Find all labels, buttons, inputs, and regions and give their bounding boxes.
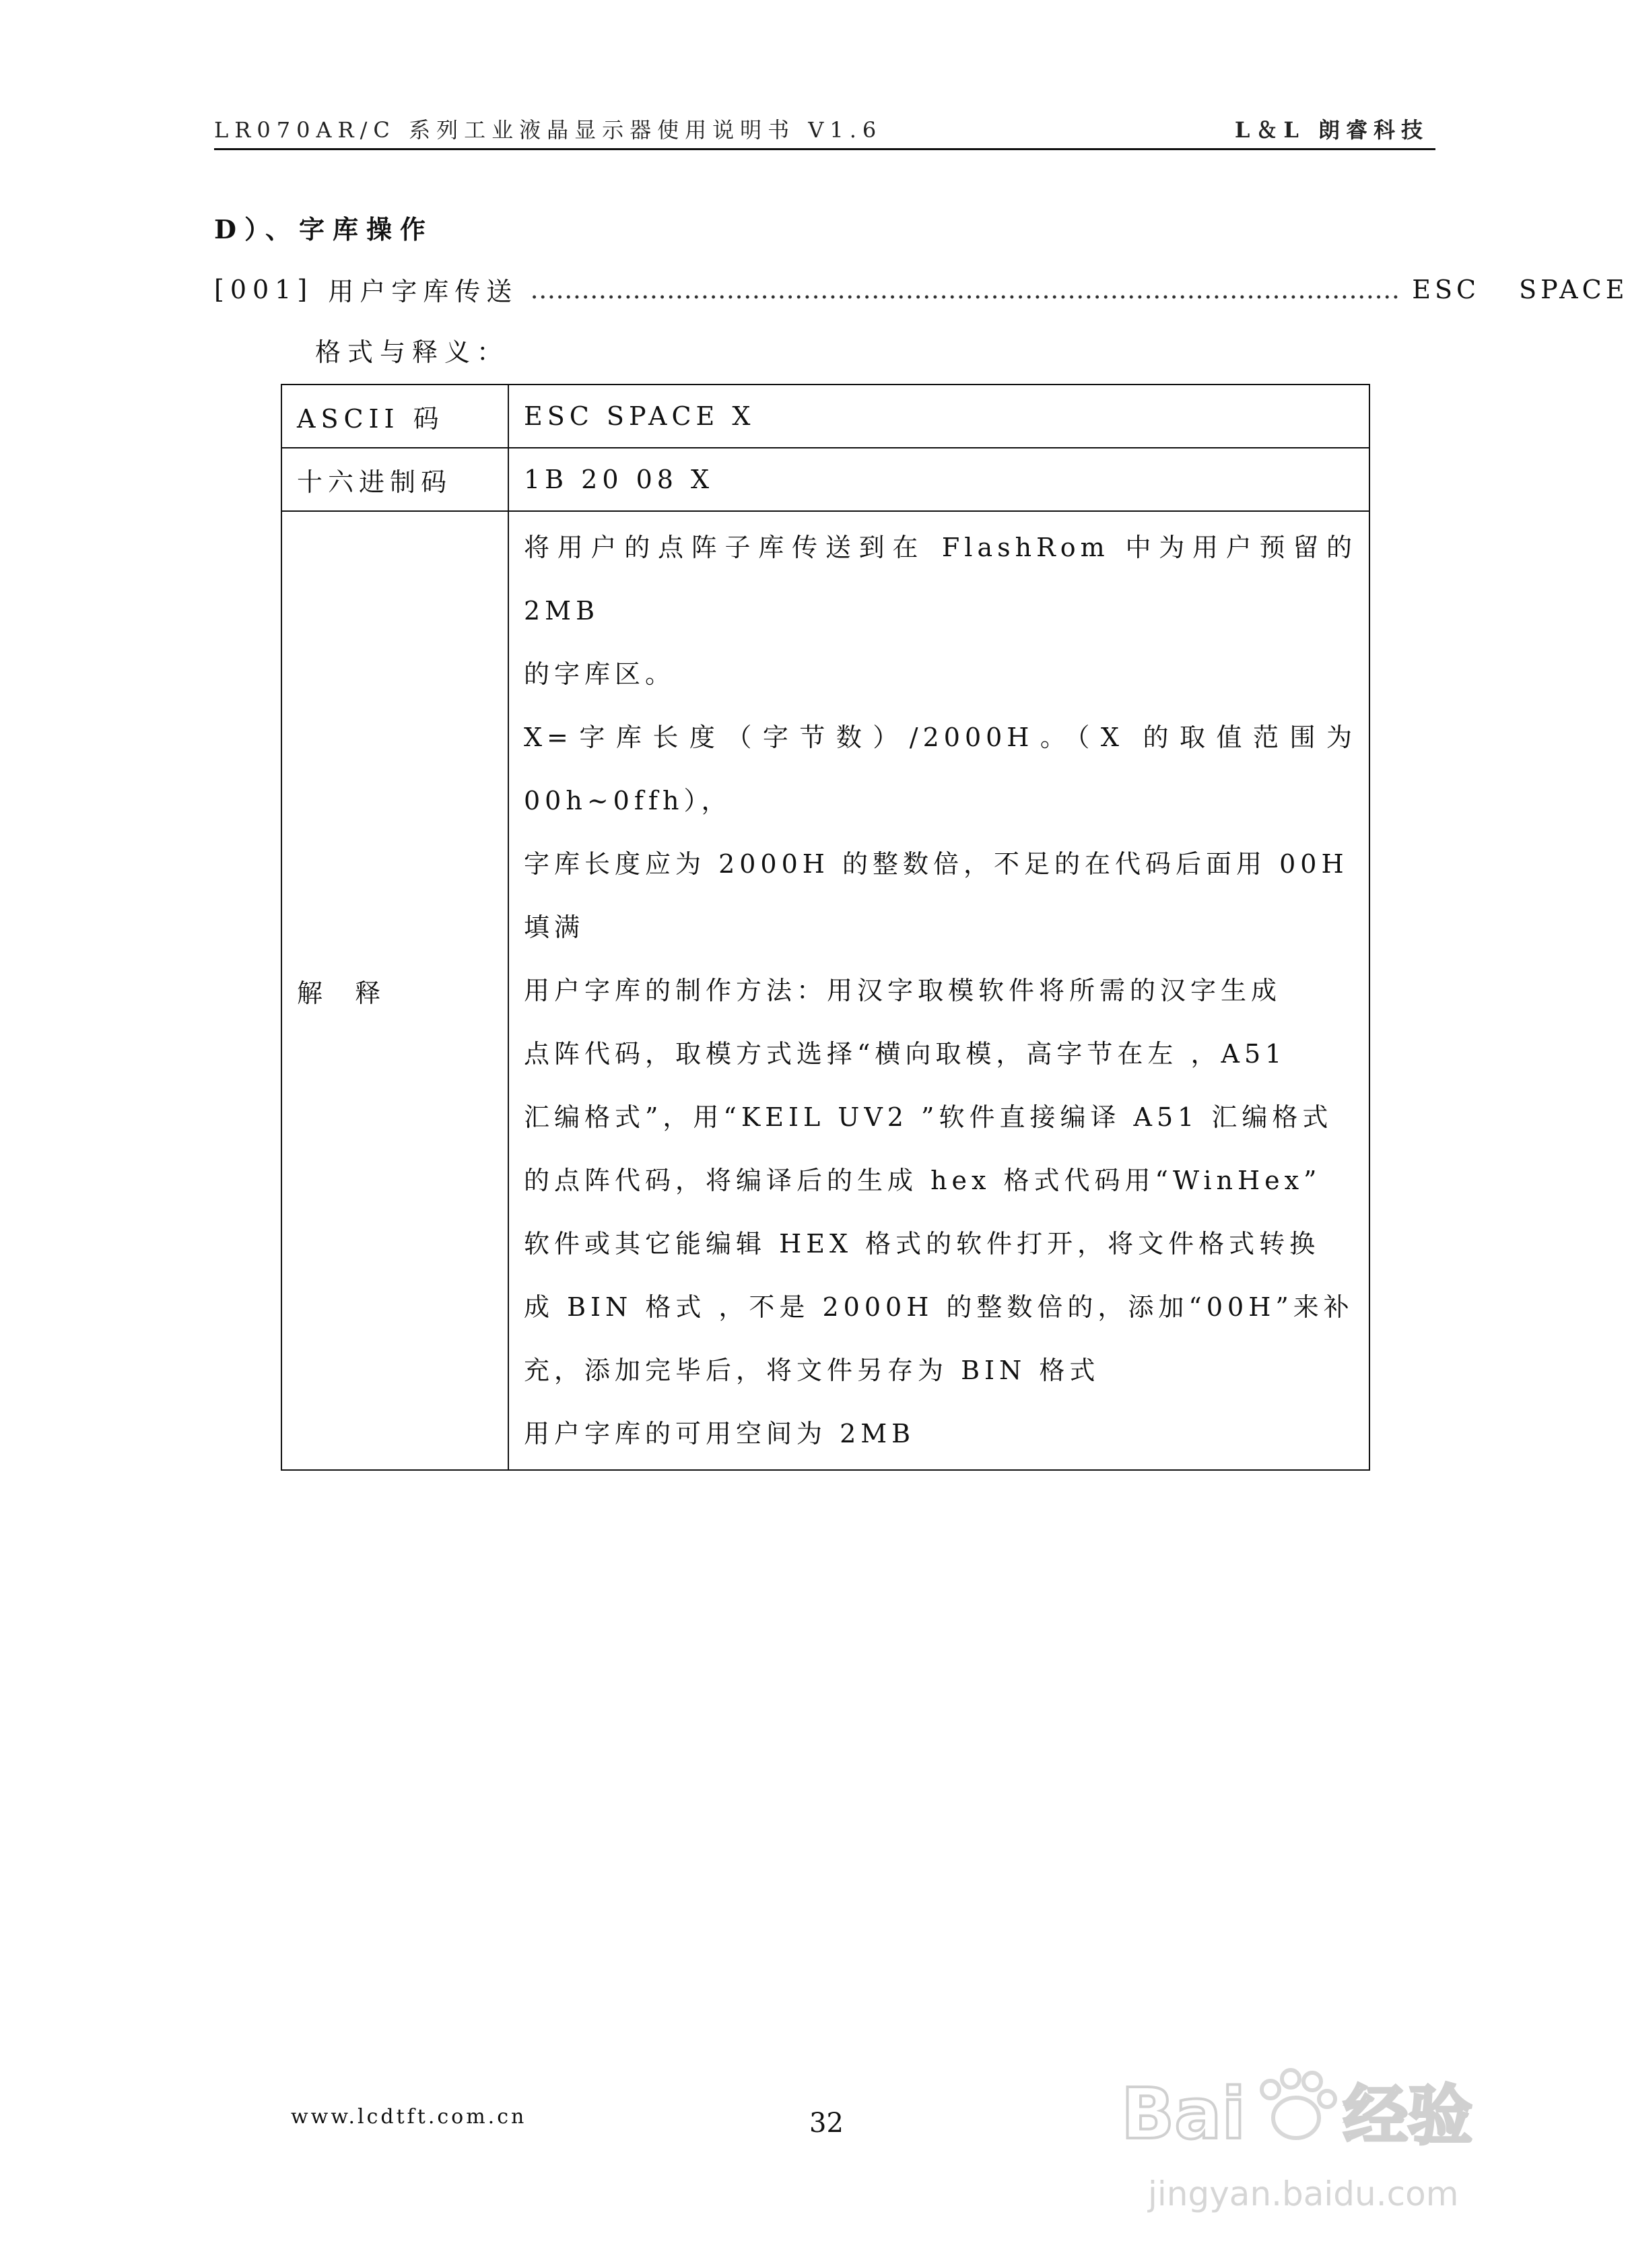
- description-cell: [508, 511, 1369, 1470]
- page-number: 32: [809, 2108, 844, 2139]
- description-line: 软件或其它能编辑 HEX 格式的软件打开，将文件格式转换: [524, 1229, 1320, 1259]
- table-row-hex: [281, 448, 1369, 511]
- header-company: L＆L 朗睿科技: [1234, 117, 1429, 143]
- description-line: 用户字库的制作方法：用汉字取模软件将所需的汉字生成: [524, 976, 1282, 1005]
- section-title: D）、字库操作: [214, 214, 434, 244]
- command-name: 用户字库传送: [328, 277, 518, 306]
- description-line: 用户字库的可用空间为 2MB: [524, 1419, 916, 1448]
- format-label: 格式与释义：: [315, 337, 510, 367]
- command-leader: …………………………………………………………………………………………: [530, 274, 1400, 304]
- table-row-ascii: [281, 385, 1369, 448]
- command-code-esc: ESC: [1412, 274, 1481, 304]
- watermark-brand-jy: 经验: [1343, 2078, 1472, 2154]
- command-line: [214, 271, 1628, 308]
- description-line: 成 BIN 格式 ，不是 2000H 的整数倍的，添加“00H”来补: [524, 1292, 1354, 1322]
- header-title: LR070AR/C 系列工业液晶显示器使用说明书 V1.6: [214, 117, 883, 143]
- description-line: 的点阵代码，将编译后的生成 hex 格式代码用“WinHex”: [524, 1166, 1322, 1195]
- ascii-label: ASCII 码: [281, 385, 508, 448]
- description-line: 汇编格式”，用“KEIL UV2 ”软件直接编译 A51 汇编格式: [524, 1102, 1333, 1132]
- watermark-brand-b: Bai: [1121, 2073, 1246, 2155]
- table-row-description: [281, 511, 1369, 1470]
- watermark-url: jingyan.baidu.com: [1148, 2174, 1459, 2213]
- footer-url: www.lcdtft.com.cn: [291, 2105, 527, 2129]
- hex-value: 1B 20 08 X: [508, 448, 1369, 511]
- command-id: [001]: [214, 274, 314, 304]
- description-line: 将用户的点阵子库传送到在 FlashRom 中为用户预留的 2MB: [524, 533, 1357, 626]
- ascii-value: ESC SPACE X: [508, 385, 1369, 448]
- description-line: 字库长度应为 2000H 的整数倍，不足的在代码后面用 00H: [524, 849, 1349, 879]
- description-label: 解 释: [281, 511, 508, 1470]
- command-code-space: SPACE: [1519, 274, 1628, 304]
- description-line: 填满: [524, 912, 585, 942]
- command-spec-table: [281, 384, 1370, 1471]
- paw-pad: [1273, 2098, 1319, 2138]
- command-code: [1412, 275, 1628, 304]
- description-line: 充，添加完毕后，将文件另存为 BIN 格式: [524, 1356, 1100, 1385]
- description-line: 的字库区。: [524, 659, 676, 689]
- hex-label: 十六进制码: [281, 448, 508, 511]
- description-line: 点阵代码，取模方式选择“横向取模，高字节在左 ，A51: [524, 1039, 1287, 1069]
- description-line: X=字库长度（字节数）/2000H。（X 的取值范围为 00h~0ffh），: [524, 723, 1357, 815]
- baidu-jingyan-watermark: [1094, 2037, 1525, 2239]
- header-divider: [214, 148, 1435, 150]
